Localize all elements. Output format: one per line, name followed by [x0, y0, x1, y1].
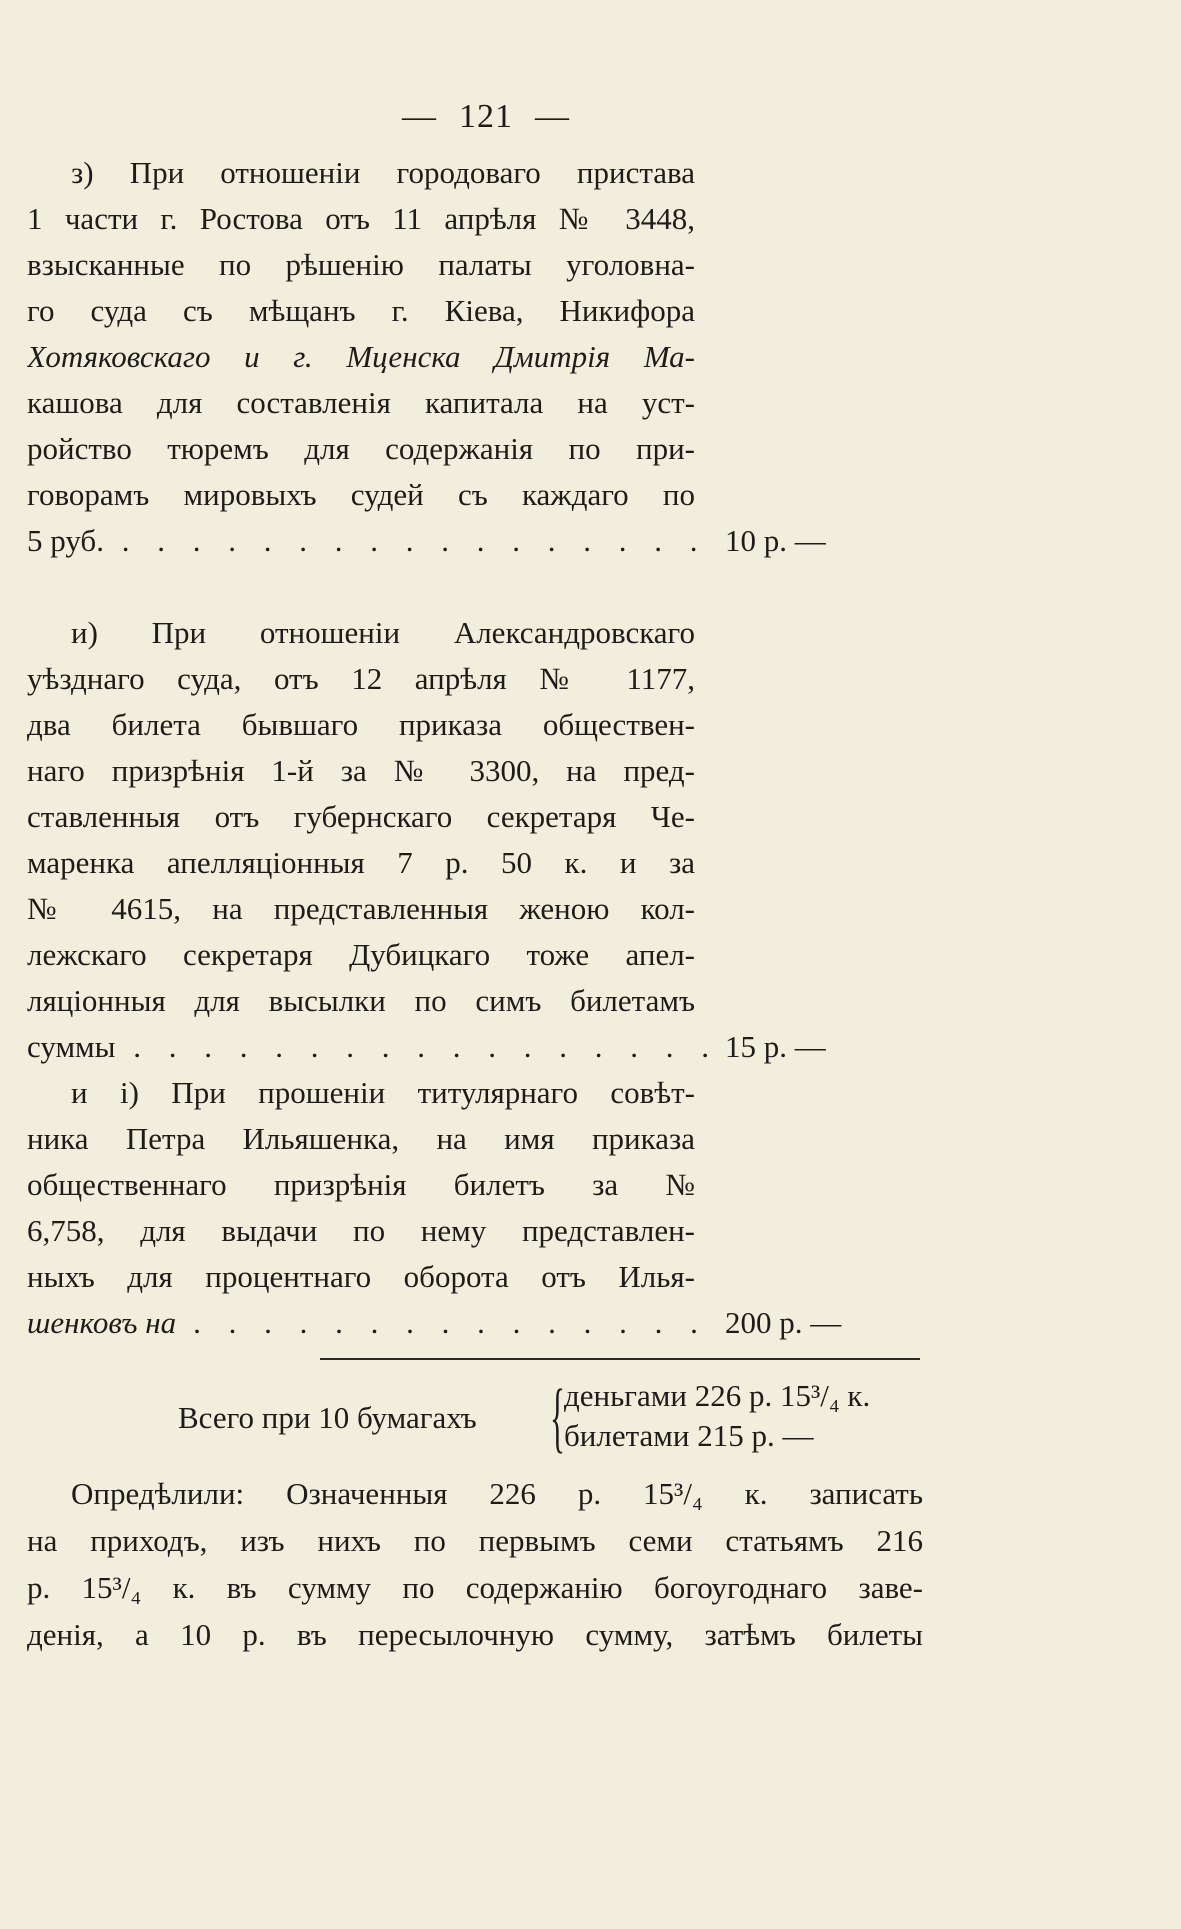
section-ii [27, 1070, 842, 1346]
entry-line [27, 1024, 857, 1070]
text-line: маренка апелляціонныя 7 р. 50 к. и за [27, 845, 695, 880]
resolution [27, 1470, 923, 1658]
text-line: ника Петра Ильяшенка, на имя приказа [27, 1121, 695, 1156]
text-line: ляціонныя для высылки по симъ билетамъ [27, 983, 695, 1018]
total-tickets: билетами 215 р. — [564, 1418, 814, 1453]
text-line: денія, а 10 р. въ пересылочную сумму, затѣмъ билеты [27, 1617, 923, 1652]
text-line: общественнаго призрѣнія билетъ за № [27, 1167, 695, 1202]
text-line: Опредѣлили: Означенныя 226 р. 15³/₄ к. записать [71, 1476, 923, 1511]
text-line: и) При отношеніи Александровскаго [71, 615, 695, 650]
total-divider [320, 1358, 920, 1360]
text-line: уѣзднаго суда, отъ 12 апрѣля № 1177, [27, 661, 695, 696]
text-line: 6,758, для выдачи по нему представлен- [27, 1213, 695, 1248]
text-line: и і) При прошеніи титулярнаго совѣт- [71, 1075, 695, 1110]
text-line: Хотяковскаго и г. Мценска Дмитрія Ма- [27, 339, 695, 374]
section-z [27, 150, 826, 564]
entry-amount: 15 р. — [725, 1029, 826, 1064]
text-line: 1 части г. Ростова отъ 11 апрѣля № 3448, [27, 201, 695, 236]
entry-label: шенковъ на . . . [27, 1300, 717, 1346]
text-line: р. 15³/₄ к. въ сумму по содержанію богоугоднаго заве- [27, 1570, 923, 1605]
text-line: ставленныя отъ губернскаго секретаря Че- [27, 799, 695, 834]
text-line: з) При отношеніи городоваго пристава [71, 155, 695, 190]
page-header [380, 98, 592, 136]
entry-line [27, 1300, 857, 1346]
text-line: ныхъ для процентнаго оборота отъ Илья- [27, 1259, 695, 1294]
page-number: 121 [459, 98, 513, 135]
entry-label: 5 руб. . . . [27, 518, 717, 564]
text-line: го суда съ мѣщанъ г. Кіева, Никифора [27, 293, 695, 328]
text-line: лежскаго секретаря Дубицкаго тоже апел- [27, 937, 695, 972]
entry-amount: 200 р. — [725, 1305, 842, 1340]
text-line: № 4615, на представленныя женою кол- [27, 891, 695, 926]
text-line: наго призрѣнія 1-й за № 3300, на пред- [27, 753, 695, 788]
total-money: деньгами 226 р. 15³/₄ к. [564, 1378, 871, 1413]
text-line: взысканные по рѣшенію палаты уголовна- [27, 247, 695, 282]
entry-amount: 10 р. — [725, 523, 826, 558]
text-line: ройство тюремъ для содержанія по при- [27, 431, 695, 466]
text-line: два билета бывшаго приказа обществен- [27, 707, 695, 742]
header-dash-right: — [535, 98, 570, 135]
text-line: на приходъ, изъ нихъ по первымъ семи статьямъ 216 [27, 1523, 923, 1558]
text-line: говорамъ мировыхъ судей съ каждаго по [27, 477, 695, 512]
entry-label: суммы . . . [27, 1024, 717, 1070]
text-line: кашова для составленія капитала на уст- [27, 385, 695, 420]
entry-line [27, 518, 857, 564]
brace-icon: { [550, 1373, 565, 1460]
section-i [27, 610, 826, 1070]
total-label: Всего при 10 бумагахъ [178, 1400, 477, 1435]
header-dash-left: — [402, 98, 437, 135]
